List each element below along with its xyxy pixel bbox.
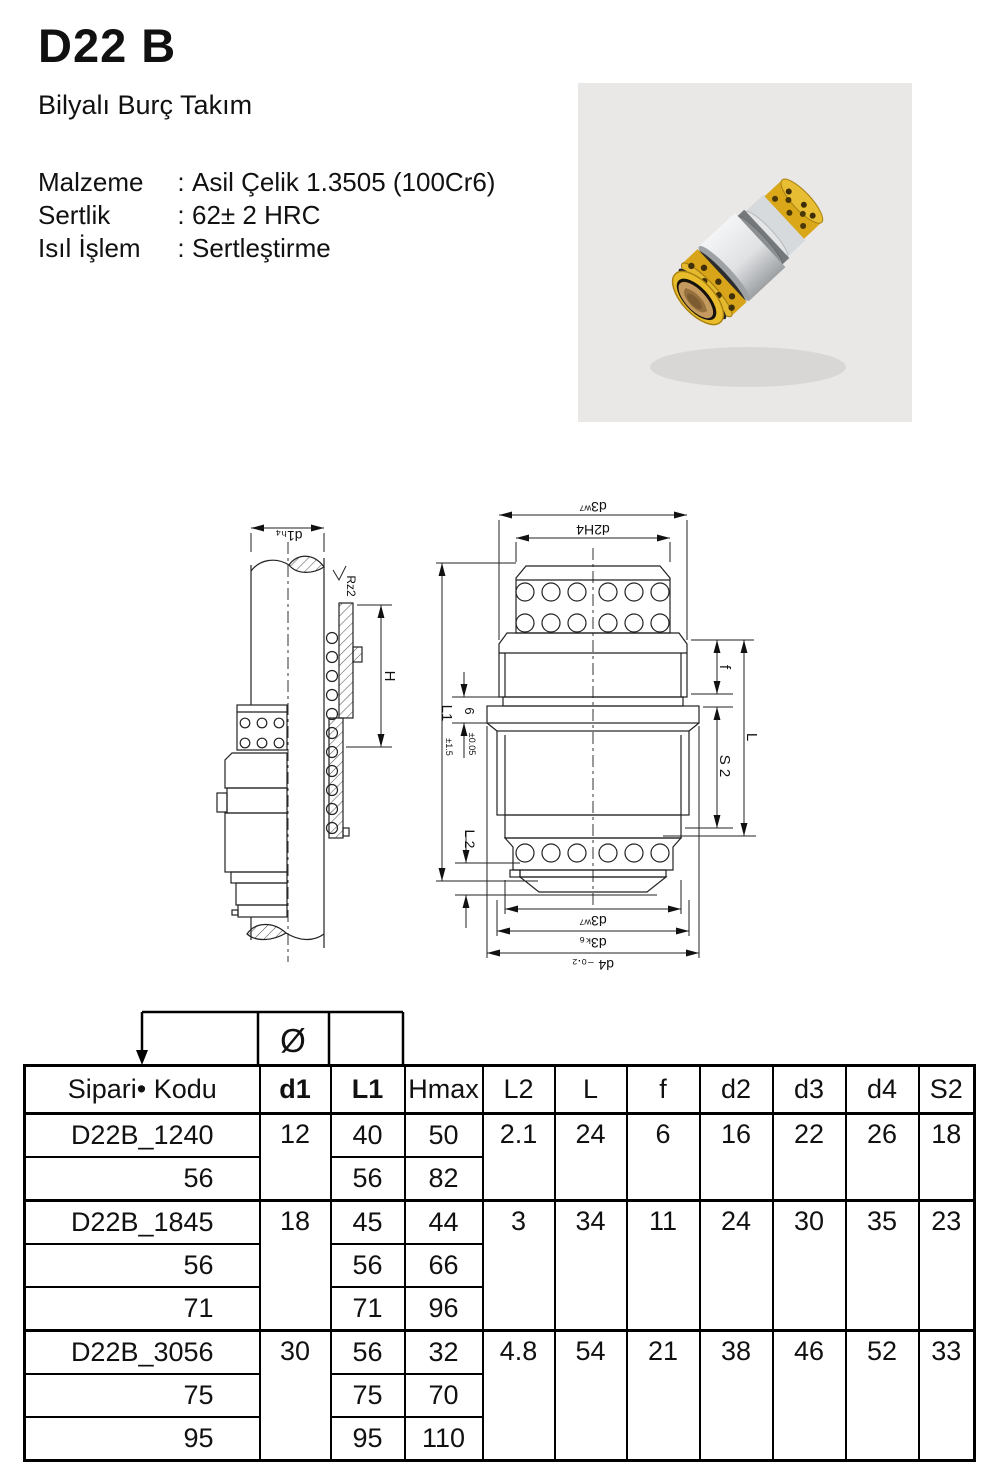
- order-code-variant: 56: [25, 1157, 260, 1201]
- spec-value: Asil Çelik 1.3505 (100Cr6): [192, 167, 496, 197]
- value-d1: 12: [260, 1114, 331, 1201]
- order-code: D22B_3056: [25, 1331, 260, 1375]
- page-subtitle: Bilyalı Burç Takım: [38, 90, 253, 120]
- order-code-variant: 75: [25, 1374, 260, 1417]
- value-d2: 38: [700, 1331, 773, 1461]
- dim-label-d4: d4 ₋₀.₂: [572, 957, 614, 973]
- material-specs: [38, 166, 495, 265]
- order-code-variant: 71: [25, 1287, 260, 1331]
- spec-colon: :: [177, 167, 185, 197]
- value-l1: 75: [331, 1374, 405, 1417]
- spec-colon: :: [177, 200, 185, 230]
- sleeve-outline-steps: [217, 753, 287, 917]
- left-drawing-shaft-section: [217, 528, 392, 962]
- value-hmax: 96: [405, 1287, 483, 1331]
- value-hmax: 44: [405, 1201, 483, 1245]
- col-header-f: f: [627, 1066, 700, 1114]
- dim-label-s2: S 2: [716, 754, 733, 778]
- value-hmax: 70: [405, 1374, 483, 1417]
- value-hmax: 50: [405, 1114, 483, 1158]
- dimension-table: [23, 1064, 976, 1462]
- value-f: 11: [627, 1201, 700, 1331]
- col-header-d2: d2: [700, 1066, 773, 1114]
- dim-label-d3-bottom: d3ʷ⁷: [579, 913, 607, 929]
- dim-label-f: f: [716, 664, 733, 670]
- order-code-variant: 56: [25, 1244, 260, 1287]
- value-hmax: 110: [405, 1417, 483, 1461]
- col-header-l1: L1: [331, 1066, 405, 1114]
- value-d2: 24: [700, 1201, 773, 1331]
- col-header-s2: S2: [919, 1066, 975, 1114]
- col-header-d1: d1: [260, 1066, 331, 1114]
- dim-label-6-tol: ±0.05: [467, 732, 477, 756]
- dim-label-d3-top: d3ʷ⁷: [579, 499, 607, 515]
- value-l: 24: [555, 1114, 627, 1201]
- dim-label-d2: d2H4: [576, 522, 610, 538]
- dim-label-6: 6: [462, 707, 477, 715]
- value-d3: 22: [773, 1114, 846, 1201]
- spec-row-isil-islem: [38, 232, 495, 265]
- value-f: 6: [627, 1114, 700, 1201]
- value-d1: 30: [260, 1331, 331, 1461]
- value-l1: 45: [331, 1201, 405, 1245]
- spec-colon: :: [177, 233, 185, 263]
- technical-drawings: [0, 470, 998, 1010]
- dim-label-l1: L1: [438, 704, 455, 722]
- sleeve-wall-upper: [339, 603, 353, 718]
- spec-value: 62± 2 HRC: [192, 200, 321, 230]
- table-row: [25, 1331, 975, 1375]
- spec-row-malzeme: [38, 166, 495, 199]
- spec-row-sertlik: [38, 199, 495, 232]
- value-l1: 40: [331, 1114, 405, 1158]
- col-header-l: L: [555, 1066, 627, 1114]
- col-header-l2: L2: [483, 1066, 555, 1114]
- product-photo: [578, 83, 912, 422]
- right-drawing-bushing: [436, 515, 756, 958]
- shaft-break-lens-top: [289, 556, 324, 572]
- dim-label-l2: L 2: [462, 829, 478, 849]
- value-l2: 3: [483, 1201, 555, 1331]
- value-d2: 16: [700, 1114, 773, 1201]
- dim-label-h: H: [381, 670, 398, 682]
- down-arrow-icon: [136, 1050, 148, 1065]
- photo-shadow: [650, 347, 846, 387]
- value-hmax: 82: [405, 1157, 483, 1201]
- spec-value: Sertleştirme: [192, 233, 331, 263]
- table-header-row: [25, 1066, 975, 1114]
- value-l: 34: [555, 1201, 627, 1331]
- value-hmax: 32: [405, 1331, 483, 1375]
- value-d4: 26: [846, 1114, 919, 1201]
- value-l2: 4.8: [483, 1331, 555, 1461]
- page-title: D22 B: [38, 19, 177, 72]
- value-l1: 56: [331, 1157, 405, 1201]
- value-f: 21: [627, 1331, 700, 1461]
- order-code-variant: 95: [25, 1417, 260, 1461]
- shaft-break-lens-bottom: [247, 924, 286, 939]
- value-l1: 95: [331, 1417, 405, 1461]
- value-l1: 56: [331, 1331, 405, 1375]
- diameter-symbol: Ø: [280, 1022, 306, 1059]
- value-s2: 33: [919, 1331, 975, 1461]
- order-code: D22B_1845: [25, 1201, 260, 1245]
- dim-label-d3-k6: d3ₖ₆: [579, 935, 607, 951]
- dim-label-l: L: [743, 732, 760, 742]
- col-header-hmax: Hmax: [405, 1066, 483, 1114]
- dim-label-d1: d1ₕ₄: [275, 528, 303, 544]
- value-d4: 35: [846, 1201, 919, 1331]
- roughness-label: Rz2: [344, 575, 358, 597]
- col-header-d3: d3: [773, 1066, 846, 1114]
- spec-label: Sertlik: [38, 200, 111, 230]
- value-s2: 23: [919, 1201, 975, 1331]
- value-l1: 71: [331, 1287, 405, 1331]
- dim-label-l1-tol: ±1.5: [444, 738, 454, 756]
- value-l2: 2.1: [483, 1114, 555, 1201]
- order-code: D22B_1240: [25, 1114, 260, 1158]
- table-row: [25, 1114, 975, 1158]
- value-l1: 56: [331, 1244, 405, 1287]
- value-d4: 52: [846, 1331, 919, 1461]
- col-header-siparis-kodu: Sipari• Kodu: [25, 1066, 260, 1114]
- sleeve-notch: [353, 647, 362, 662]
- value-s2: 18: [919, 1114, 975, 1201]
- value-d3: 46: [773, 1331, 846, 1461]
- table-row: [25, 1201, 975, 1245]
- value-d1: 18: [260, 1201, 331, 1331]
- value-hmax: 66: [405, 1244, 483, 1287]
- table-preheader: [100, 1008, 420, 1066]
- spec-label: Isıl İşlem: [38, 233, 141, 263]
- col-header-d4: d4: [846, 1066, 919, 1114]
- value-l: 54: [555, 1331, 627, 1461]
- cage-plate: [237, 705, 287, 750]
- spec-label: Malzeme: [38, 167, 144, 197]
- value-d3: 30: [773, 1201, 846, 1331]
